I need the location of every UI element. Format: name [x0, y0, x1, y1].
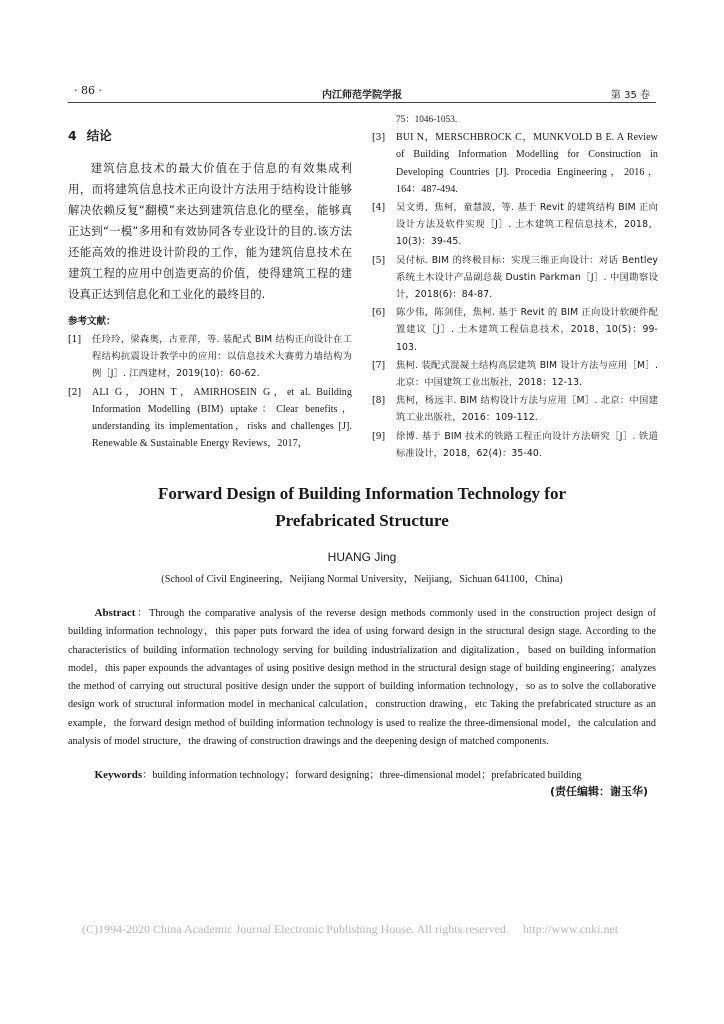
reference-item	[372, 428, 658, 462]
reference-text: 任玲玲，梁森奥，古亚萍，等. 装配式 BIM 结构正向设计在工程结构抗震设计教学中的应用：以信息技术大赛剪力墙结构为例［J］. 江西建材，2019(10)：60-62.	[92, 334, 352, 380]
reference-item	[372, 304, 658, 356]
abstract-text: ：Through the comparative analysis of the reverse design methods commonly used in the construction project design of building information technology，this paper puts forward the idea of using forward design in the structural design stage. According to the characteristics of building information technology serving for building industrialization and digitalization，based on building information model，this paper expounds the advantages of using positive design method in the structural design stage of building engineering；analyzes the method of carrying out structural positive design under the support of building information technology，so as to solve the collaborative design work of structural information model in mechanical calculation，construction drawing，etc Taking the prefabricated structure as an example，the forward design method of building information technology is used to realize the three-dimensional model，the calculation and analysis of model structure，the drawing of construction drawings and the deepening design of matched components.	[68, 608, 656, 748]
keywords-text: ：building information technology；forward designing；three-dimensional model；prefabricated building	[142, 770, 582, 781]
references-heading: 参考文献：	[68, 316, 116, 327]
reference-index: [7]	[372, 359, 386, 371]
conclusion-paragraph: 建筑信息技术的最大价值在于信息的有效集成利用，而将建筑信息技术正向设计方法用于结构设计能够解决依赖反复“翻模”来达到建筑信息化的壁垒，能够真正达到“一模”多用和有效协同各专业设计的目的.该方法还能高效的推进设计阶段的工作，能为建筑信息技术在建筑工程的应用中创造更高的价值，使得建筑工程的建设真正达到信息化和工业化的最终目的.	[68, 161, 352, 301]
author-name: HUANG Jing	[327, 550, 397, 564]
reference-text: ALI G，JOHN T，AMIRHOSEIN G，et al. Building Information Modelling (BIM) uptake：Clear benefits，understanding its implementation，risks and challenges [J]. Renewable & Sustainable Energy Reviews，2017，	[92, 386, 352, 450]
reference-item	[372, 199, 658, 251]
english-title	[68, 480, 656, 534]
reference-index: [4]	[372, 202, 386, 214]
english-keywords	[68, 766, 656, 781]
reference-item	[372, 252, 658, 304]
english-title-line1: Forward Design of Building Information Technology for	[157, 484, 567, 503]
right-column	[372, 112, 658, 463]
reference-text: 焦柯，杨远丰. BIM 结构设计方法与应用［M］. 北京：中国建筑工业出版社，2016：109-112.	[396, 395, 658, 424]
reference-list-left	[68, 331, 352, 452]
reference-text: 吴付标. BIM 的终极目标：实现三维正向设计：对话 Bentley 系统土木设计产品副总裁 Dustin Parkman［J］. 中国勘察设计，2018(6)：84-87.	[396, 254, 658, 301]
reference-continuation: 75：1046-1053.	[396, 115, 458, 125]
copyright-footer	[82, 922, 682, 937]
reference-item	[68, 384, 352, 453]
reference-item	[372, 392, 658, 426]
english-title-line2: Prefabricated Structure	[275, 511, 449, 530]
reference-index: [6]	[372, 307, 386, 319]
section-title: 结论	[86, 128, 112, 143]
reference-index: [8]	[372, 395, 386, 407]
volume-label: 第 35 卷	[610, 90, 650, 101]
reference-text: BUI N，MERSCHBROCK C，MUNKVOLD B E. A Review of Building Information Modelling for Construction in Developing Countries [J]. Procedia Engineering，2016，164：487-494.	[396, 132, 658, 195]
reference-index: [3]	[372, 132, 386, 144]
reference-text: 陈少伟，陈剑佳，焦柯. 基于 Revit 的 BIM 正向设计软硬件配置建议［J］. 土木建筑工程信息技术，2018，10(5)：99-103.	[396, 307, 658, 353]
reference-item	[372, 129, 658, 198]
reference-text: 吴文勇，焦柯，童慧波，等. 基于 Revit 的建筑结构 BIM 正向设计方法及软件实现［J］. 土木建筑工程信息技术，2018，10(3)：39-45.	[396, 202, 658, 248]
reference-list-right	[372, 129, 658, 462]
keywords-label: Keywords	[94, 769, 143, 781]
reference-item	[68, 331, 352, 383]
author-affiliation: (School of Civil Engineering，Neijiang Normal University，Neijiang，Sichuan 641100，China)	[161, 574, 563, 585]
reference-index: [9]	[372, 430, 386, 442]
reference-text: 徐博. 基于 BIM 技术的铁路工程正向设计方法研究［J］. 铁道标准设计，2018，62(4)：35-40.	[396, 430, 658, 459]
page-number: · 86 ·	[74, 84, 102, 97]
footer-url: http://www.cnki.net	[522, 922, 619, 936]
section-number: 4	[68, 128, 77, 143]
abstract-label: Abstract	[94, 607, 136, 619]
responsible-editor: (责任编辑：谢玉华)	[549, 785, 648, 798]
copyright-text: (C)1994-2020 China Academic Journal Electronic Publishing House. All rights reserved.	[82, 922, 509, 936]
english-abstract	[68, 604, 656, 751]
reference-index: [2]	[68, 386, 82, 398]
left-column	[68, 120, 352, 453]
reference-item	[372, 357, 658, 391]
section-heading	[68, 126, 352, 144]
reference-index: [1]	[68, 334, 82, 345]
reference-index: [5]	[372, 254, 386, 266]
reference-text: 焦柯. 装配式混凝土结构高层建筑 BIM 设计方法与应用［M］. 北京：中国建筑工业出版社，2018：12-13.	[396, 359, 658, 389]
running-header	[68, 84, 656, 103]
journal-name: 内江师范学院学报	[322, 90, 402, 101]
